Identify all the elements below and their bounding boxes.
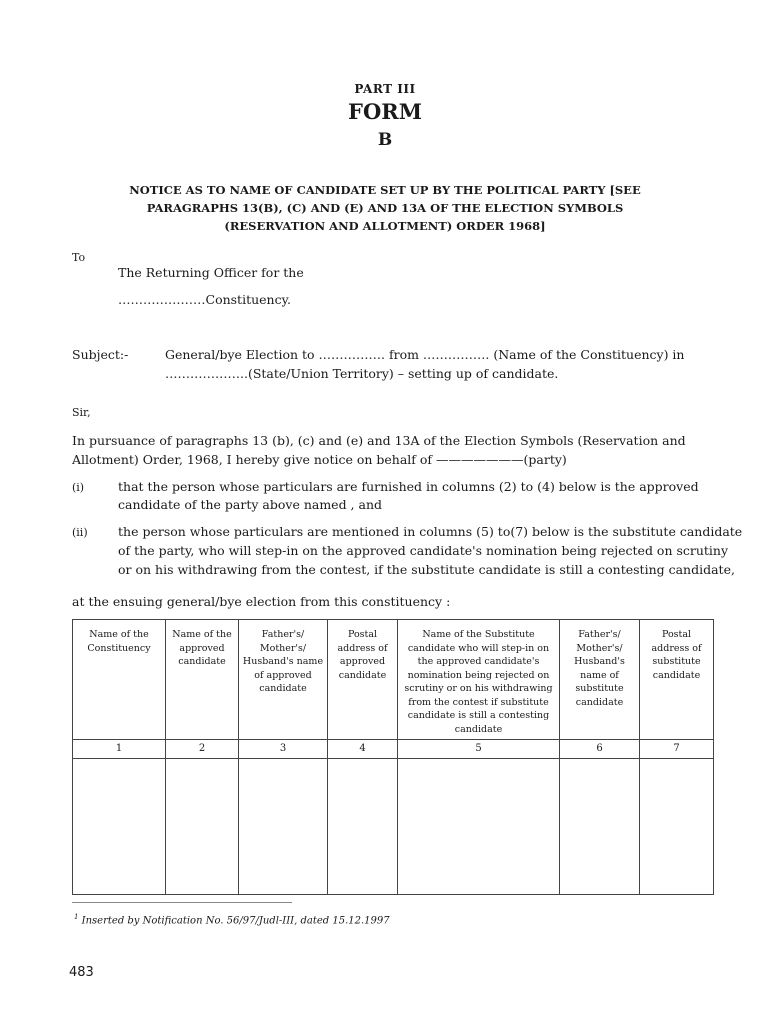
salutation: Sir, <box>72 406 91 419</box>
entry-cell[interactable] <box>166 759 239 895</box>
column-number: 1 <box>73 740 166 759</box>
item-2-line-2: of the party, who will step-in on the approved candidate's nomination being rejected on scrutiny <box>118 543 729 558</box>
closing-line: at the ensuing general/bye election from this constituency : <box>72 594 451 609</box>
footnote-marker: 1 <box>74 913 79 921</box>
subject-label: Subject:- <box>72 347 129 362</box>
page-number: 483 <box>69 965 94 980</box>
constituency-line: …………………Constituency. <box>118 292 291 307</box>
column-number: 3 <box>239 740 328 759</box>
subject-line-2: ………………..(State/Union Territory) – setting up of candidate. <box>165 366 559 381</box>
item-1-line-1: that the person whose particulars are furnished in columns (2) to (4) below is the approved <box>118 479 699 494</box>
notice-line-2: PARAGRAPHS 13(B), (C) AND (E) AND 13A OF THE ELECTION SYMBOLS <box>146 201 624 215</box>
intro-line-1: In pursuance of paragraphs 13 (b), (c) and (e) and 13A of the Election Symbols (Reservation and <box>72 433 686 448</box>
header-substitute-address: Postal address of substitute candidate <box>640 620 714 740</box>
entry-cell[interactable] <box>239 759 328 895</box>
subject-line-1: General/bye Election to ……………. from ……………. (Name of the Constituency) in <box>165 347 685 362</box>
form-heading: FORM <box>348 99 422 124</box>
header-substitute-candidate: Name of the Substitute candidate who will step-in on the approved candidate's nomination being rejected on scrutiny or on his withdrawing from the contest if substitute candidate is still a contesting candidate <box>398 620 560 740</box>
header-approved-candidate: Name of the approved candidate <box>166 620 239 740</box>
header-substitute-parent-name: Father's/ Mother's/ Husband's name of substitute candidate <box>560 620 640 740</box>
notice-title <box>0 181 770 235</box>
item-1-line-2: candidate of the party above named , and <box>118 497 383 512</box>
header-approved-address: Postal address of approved candidate <box>328 620 398 740</box>
column-number: 5 <box>398 740 560 759</box>
entry-cell[interactable] <box>73 759 166 895</box>
to-label: To <box>72 251 86 264</box>
column-number: 4 <box>328 740 398 759</box>
returning-officer: The Returning Officer for the <box>118 265 304 280</box>
column-number: 6 <box>560 740 640 759</box>
footnote-text: Inserted by Notification No. 56/97/Judl-III, dated 15.12.1997 <box>81 915 390 927</box>
column-number: 2 <box>166 740 239 759</box>
intro-line-2: Allotment) Order, 1968, I hereby give notice on behalf of ———————(party) <box>72 452 567 467</box>
entry-cell[interactable] <box>398 759 560 895</box>
notice-line-1: NOTICE AS TO NAME OF CANDIDATE SET UP BY THE POLITICAL PARTY [SEE <box>129 183 641 197</box>
item-2-line-1: the person whose particulars are mentioned in columns (5) to(7) below is the substitute candidate <box>118 524 743 539</box>
entry-cell[interactable] <box>328 759 398 895</box>
footnote-divider <box>72 902 292 903</box>
table-number-row <box>73 740 714 759</box>
part-heading: PART III <box>354 82 416 96</box>
candidate-table <box>72 619 714 895</box>
entry-cell[interactable] <box>560 759 640 895</box>
form-letter: B <box>377 130 393 150</box>
item-2-line-3: or on his withdrawing from the contest, if the substitute candidate is still a contesting candidate, <box>118 562 735 577</box>
table-header-row <box>73 620 714 740</box>
header-constituency: Name of the Constituency <box>73 620 166 740</box>
column-number: 7 <box>640 740 714 759</box>
item-1-marker: (i) <box>72 481 85 494</box>
header-approved-parent-name: Father's/ Mother's/ Husband's name of approved candidate <box>239 620 328 740</box>
table-entry-row <box>73 759 714 895</box>
item-2-marker: (ii) <box>72 526 88 539</box>
entry-cell[interactable] <box>640 759 714 895</box>
footnote <box>74 913 390 926</box>
notice-line-3: (RESERVATION AND ALLOTMENT) ORDER 1968] <box>224 219 546 233</box>
